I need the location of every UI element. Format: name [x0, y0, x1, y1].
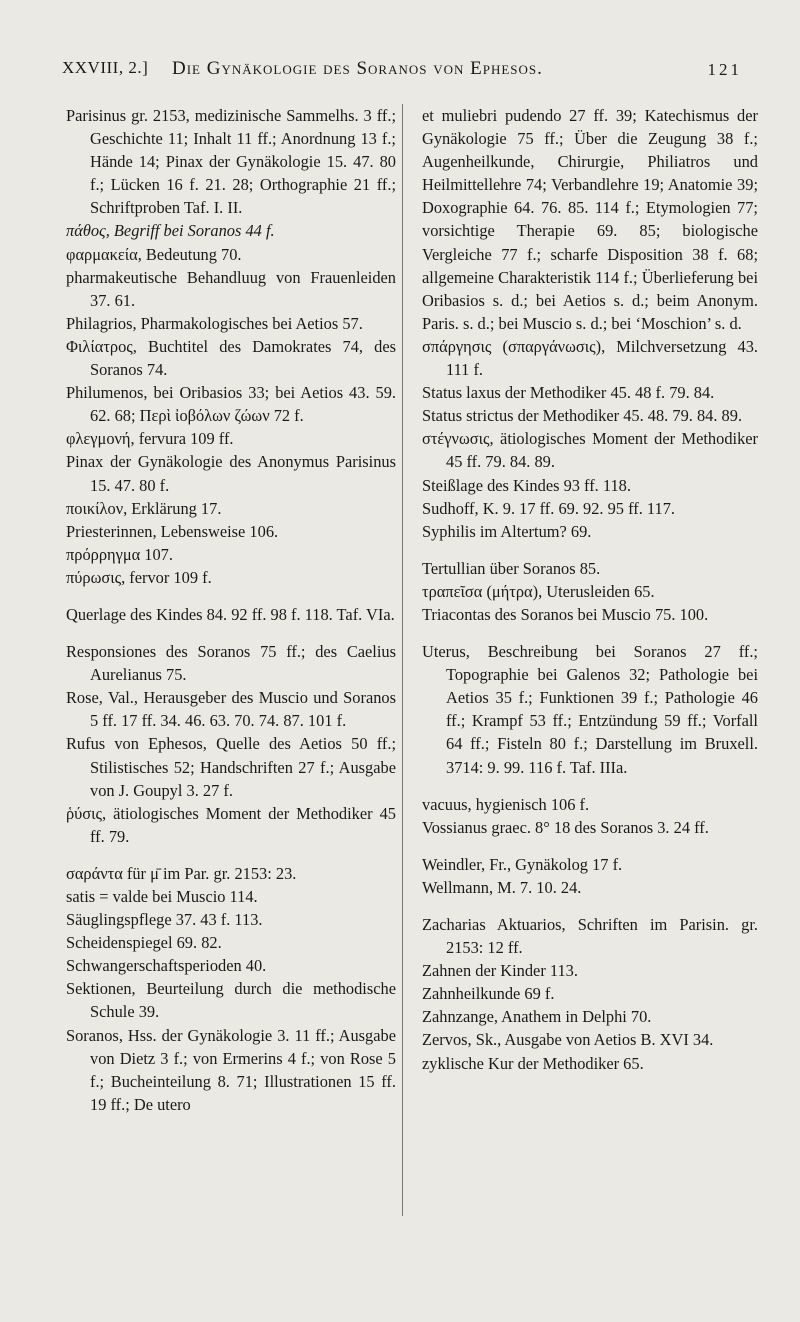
index-entry: Tertullian über Soranos 85. [422, 558, 601, 578]
index-entry: Wellmann, M. 7. 10. 24. [422, 877, 582, 897]
index-entry: satis = valde bei Muscio 114. [66, 887, 258, 906]
index-entry: πρόρρηγμα 107. [66, 544, 173, 564]
index-entry-continued: et muliebri pudendo 27 ff. 39; Katechismus der Gynäkologie 75 ff.; Über die Zeugung 38 f.; Augenheilkunde, Chirurgie, Philiatros und Heilmittellehre 74; Verbandlehre 19; Anatomie 39; Doxographie 64. 76. 85. 114 f.; Etymologien 77; vorsichtige Therapie 69. 85; biologische Vergleiche 77 f.; scharfe Disposition 38 f. 68; allgemeine Charakteristik 114 f.; Überlieferung bei Oribasios s. d.; bei Aetios s. d.; beim Anonym. Paris. s. d.; bei Muscio s. d.; bei ‘Moschion’ s. d. [422, 106, 758, 333]
index-entry: Parisinus gr. 2153, medizinische Sammelhs. 3 ff.; Geschichte 11; Inhalt 11 ff.; Anordnung 13 f.; Hände 14; Pinax der Gynäkologie 15. 47. 80 f.; Lücken 16 f. 21. 28; Orthographie 21 ff.; Schriftproben Taf. I. II. [66, 106, 396, 218]
index-entry: Zahnen der Kinder 113. [422, 961, 578, 981]
column-divider [402, 104, 403, 1216]
index-entry: Uterus, Beschreibung bei Soranos 27 ff.; Topographie bei Galenos 32; Pathologie bei Aetios 35 f.; Funktionen 39 f.; Pathologie 46 ff.; Krampf 53 ff.; Entzündung 59 ff.; Vorfall 64 ff.; Fisteln 80 f.; Darstellung im Bruxell. 3714: 9. 99. 116 f. Taf. IIIa. [422, 642, 758, 777]
index-entry: φαρμακεία, Bedeutung 70. [66, 244, 242, 264]
index-entry: Zahnheilkunde 69 f. [422, 984, 555, 1004]
index-entry: Status strictus der Methodiker 45. 48. 79. 84. 89. [422, 406, 743, 426]
index-entry: Priesterinnen, Lebensweise 106. [66, 521, 279, 541]
index-entry: Φιλίατρος, Buchtitel des Damokrates 74, des Soranos 74. [66, 336, 396, 380]
index-entry: Syphilis im Altertum? 69. [422, 521, 592, 541]
index-entry: πάθος, Begriff bei Soranos 44 f. [66, 221, 275, 241]
index-entry: σπάργησις (σπαργάνωσις), Milchversetzung 43. 111 f. [422, 336, 758, 380]
index-entry: Scheidenspiegel 69. 82. [66, 933, 222, 953]
index-entry: Zahnzange, Anathem in Delphi 70. [422, 1007, 652, 1027]
index-entry: τραπεῖσα (μήτρα), Uterusleiden 65. [422, 581, 655, 601]
volume-reference: XXVIII, 2.] [62, 58, 149, 77]
index-entry: Schwangerschaftsperioden 40. [66, 956, 267, 976]
index-entry: Rufus von Ephesos, Quelle des Aetios 50 ff.; Stilistisches 52; Handschriften 27 f.; Ausgabe von J. Goupyl 3. 27 f. [66, 734, 396, 800]
index-entry: Querlage des Kindes 84. 92 ff. 98 f. 118. Taf. VIa. [66, 604, 395, 624]
index-entry: Steißlage des Kindes 93 ff. 118. [422, 475, 631, 495]
running-title: Die Gynäkologie des Soranos von Ephesos. [172, 58, 543, 79]
index-entry: zyklische Kur der Methodiker 65. [422, 1053, 644, 1073]
index-entry: Zacharias Aktuarios, Schriften im Parisin. gr. 2153: 12 ff. [422, 915, 758, 958]
index-entry: ῥύσις, ätiologisches Moment der Methodiker 45 ff. 79. [66, 803, 396, 846]
index-entry: σαράντα für μ̄ im Par. gr. 2153: 23. [66, 863, 297, 883]
index-entry: στέγνωσις, ätiologisches Moment der Methodiker 45 ff. 79. 84. 89. [422, 429, 758, 472]
page-number: 121 [707, 60, 742, 79]
index-entry: ποικίλον, Erklärung 17. [66, 498, 222, 518]
index-entry: Soranos, Hss. der Gynäkologie 3. 11 ff.; Ausgabe von Dietz 3 f.; von Ermerins 4 f.; von Rose 5 f.; Bucheinteilung 8. 71; Illustrationen 15 ff. 19 ff.; De utero [66, 1025, 396, 1114]
index-entry: Philagrios, Pharmakologisches bei Aetios 57. [66, 313, 363, 333]
index-entry: Philumenos, bei Oribasios 33; bei Aetios 43. 59. 62. 68; Περὶ ἰοβόλων ζώων 72 f. [66, 383, 396, 426]
index-column-right [422, 104, 758, 1075]
index-entry: pharmakeutische Behandluug von Frauenleiden 37. 61. [66, 267, 396, 310]
running-header [62, 58, 742, 86]
index-entry: Sektionen, Beurteilung durch die methodische Schule 39. [66, 979, 396, 1022]
index-entry: Weindler, Fr., Gynäkolog 17 f. [422, 854, 623, 874]
index-entry: Zervos, Sk., Ausgabe von Aetios B. XVI 34. [422, 1030, 714, 1050]
index-entry: Sudhoff, K. 9. 17 ff. 69. 92. 95 ff. 117. [422, 498, 675, 518]
index-entry: Status laxus der Methodiker 45. 48 f. 79. 84. [422, 383, 715, 403]
index-entry: vacuus, hygienisch 106 f. [422, 794, 590, 814]
index-entry: φλεγμονή, fervura 109 ff. [66, 429, 234, 449]
index-entry: πύρωσις, fervor 109 f. [66, 567, 212, 587]
index-entry: Vossianus graec. 8° 18 des Soranos 3. 24 ff. [422, 817, 709, 837]
index-entry: Triacontas des Soranos bei Muscio 75. 100. [422, 604, 709, 624]
index-entry: Säuglingspflege 37. 43 f. 113. [66, 910, 263, 930]
index-entry: Responsiones des Soranos 75 ff.; des Caelius Aurelianus 75. [66, 642, 396, 685]
index-entry: Pinax der Gynäkologie des Anonymus Parisinus 15. 47. 80 f. [66, 452, 396, 495]
index-entry: Rose, Val., Herausgeber des Muscio und Soranos 5 ff. 17 ff. 34. 46. 63. 70. 74. 87. 101 f. [66, 688, 396, 731]
index-column-left [66, 104, 396, 1116]
